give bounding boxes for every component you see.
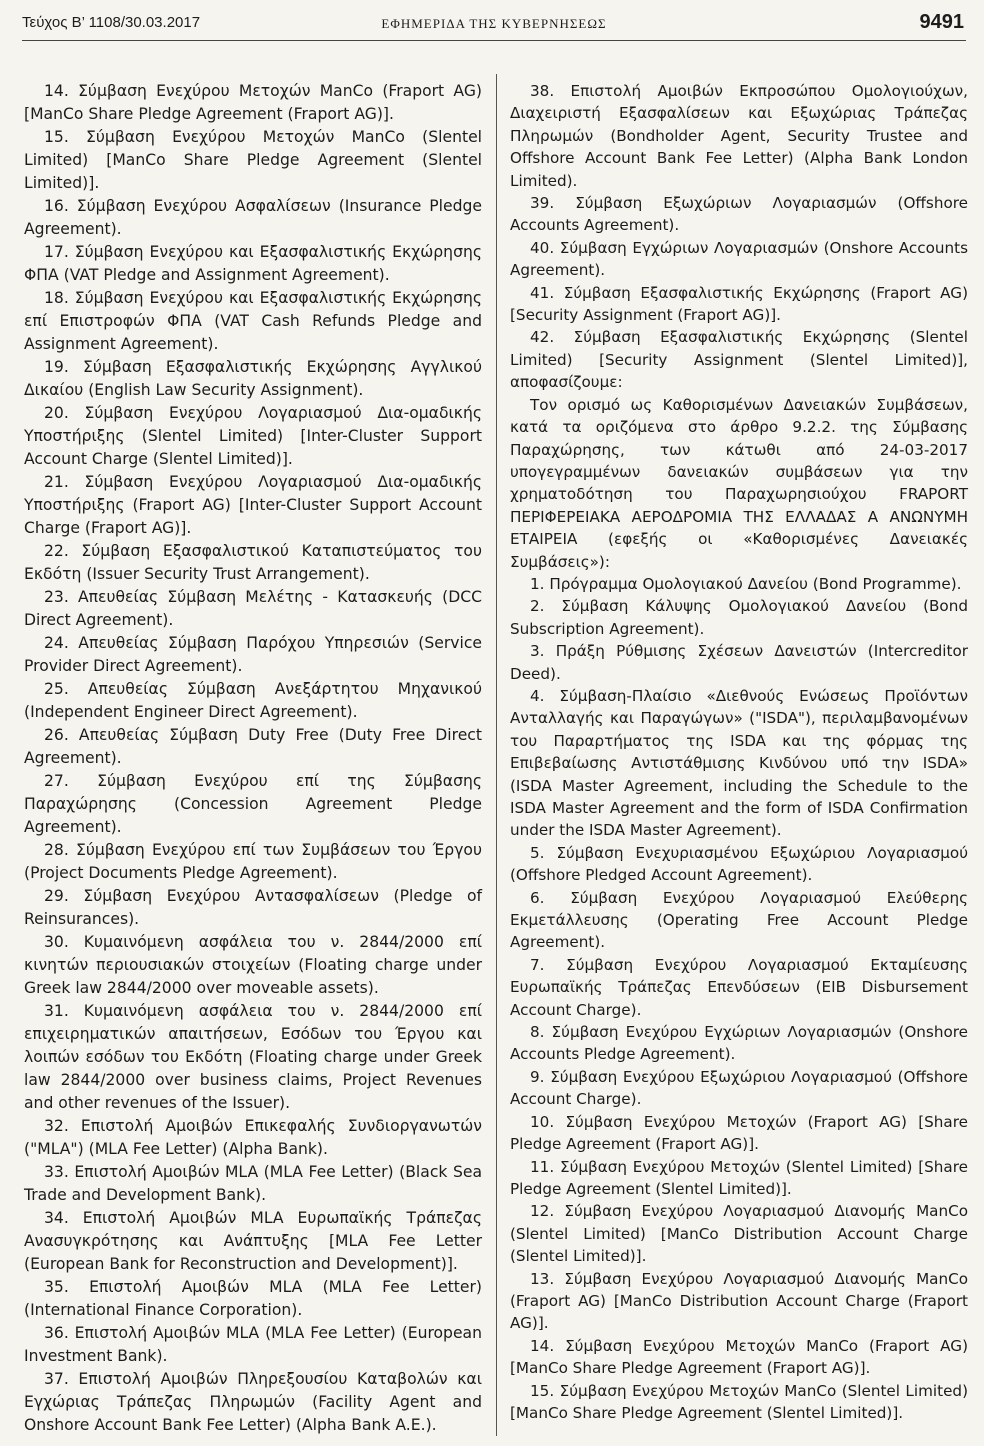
list-item: 35. Επιστολή Αμοιβών MLA (MLA Fee Letter) (International Finance Corporation). <box>24 1278 482 1319</box>
column-divider <box>496 74 497 1436</box>
issue-label: Τεύχος Β’ 1108/30.03.2017 <box>22 14 201 31</box>
left-column <box>24 80 482 1437</box>
list-item: 17. Σύμβαση Ενεχύρου και Εξασφαλιστικής Εκχώρησης ΦΠΑ (VAT Pledge and Assignment Agreement). <box>24 243 482 284</box>
list-item: 11. Σύμβαση Ενεχύρου Μετοχών (Slentel Limited) [Share Pledge Agreement (Slentel Limited)]. <box>510 1157 968 1198</box>
list-item: 6. Σύμβαση Ενεχύρου Λογαριασμού Ελεύθερης Εκμετάλλευσης (Operating Free Account Pledge Agreement). <box>510 888 968 952</box>
gazette-title: ΕΦΗΜΕΡΙΔΑ ΤΗΣ ΚΥΒΕΡΝΗΣΕΩΣ <box>381 16 607 31</box>
list-item: 14. Σύμβαση Ενεχύρου Μετοχών ManCo (Fraport AG) [ManCo Share Pledge Agreement (Fraport AG)]. <box>510 1336 968 1378</box>
list-item: 30. Κυμαινόμενη ασφάλεια του ν. 2844/2000 επί κινητών περιουσιακών στοιχείων (Floating charge under Greek law 2844/2000 over moveable assets). <box>24 933 482 997</box>
list-item: 13. Σύμβαση Ενεχύρου Λογαριασμού Διανομής ManCo (Fraport AG) [ManCo Distribution Account Charge (Fraport AG)]. <box>510 1269 968 1333</box>
list-item: 5. Σύμβαση Ενεχυριασμένου Εξωχώριου Λογαριασμού (Offshore Pledged Account Agreement). <box>510 843 968 885</box>
list-item: 8. Σύμβαση Ενεχύρου Εγχώριων Λογαριασμών (Onshore Accounts Pledge Agreement). <box>510 1023 968 1064</box>
list-item: 26. Απευθείας Σύμβαση Duty Free (Duty Free Direct Agreement). <box>24 726 482 767</box>
list-item: 33. Επιστολή Αμοιβών MLA (MLA Fee Letter) (Black Sea Trade and Development Bank). <box>24 1163 482 1204</box>
list-item: 14. Σύμβαση Ενεχύρου Μετοχών ManCo (Fraport AG) [ManCo Share Pledge Agreement (Fraport AG)]. <box>24 82 482 123</box>
list-item: 1. Πρόγραμμα Ομολογιακού Δανείου (Bond Programme). <box>530 574 962 593</box>
list-item: 42. Σύμβαση Εξασφαλιστικής Εκχώρησης (Slentel Limited) [Security Assignment (Slentel Limited)], αποφασίζουμε: <box>510 328 968 392</box>
list-item: 9. Σύμβαση Ενεχύρου Εξωχώριου Λογαριασμού (Offshore Account Charge). <box>510 1067 968 1109</box>
list-item: 4. Σύμβαση-Πλαίσιο «Διεθνούς Ενώσεως Προϊόντων Ανταλλαγής και Παραγώγων» ("ISDA"), περιλαμβανομένων του Παραρτήματος της ISDA και της φόρμας της Επιβεβαίωσης Αντιστάθμισης Κινδύνου υπό την ISDA» (ISDA Master Agreement, including the Schedule to the ISDA Master Agreement and the form of ISDA Confirmation under the ISDA Master Agreement). <box>510 686 968 840</box>
list-item: 24. Απευθείας Σύμβαση Παρόχου Υπηρεσιών (Service Provider Direct Agreement). <box>24 634 482 675</box>
list-item: 2. Σύμβαση Κάλυψης Ομολογιακού Δανείου (Bond Subscription Agreement). <box>510 597 968 638</box>
list-item: 31. Κυμαινόμενη ασφάλεια του ν. 2844/2000 επί επιχειρηματικών απαιτήσεων, Εσόδων του Έργου και λοιπών εσόδων του Εκδότη (Floating charge under Greek law 2844/2000 over business claims, Project Revenues and other revenues of the Issuer). <box>24 1002 482 1112</box>
list-item: 15. Σύμβαση Ενεχύρου Μετοχών ManCo (Slentel Limited) [ManCo Share Pledge Agreement (Slentel Limited)]. <box>24 128 482 192</box>
list-item: 20. Σύμβαση Ενεχύρου Λογαριασμού Δια-ομαδικής Υποστήριξης (Slentel Limited) [Inter-Cluster Support Account Charge (Slentel Limited)]. <box>24 404 482 468</box>
list-item: 39. Σύμβαση Εξωχώριων Λογαριασμών (Offshore Accounts Agreement). <box>510 194 968 235</box>
list-item: 37. Επιστολή Αμοιβών Πληρεξουσίου Καταβολών και Εγχώριας Τράπεζας Πληρωμών (Facility Agent and Onshore Account Bank Fee Letter) (Alpha Bank A.E.). <box>24 1370 482 1434</box>
list-item: 10. Σύμβαση Ενεχύρου Μετοχών (Fraport AG) [Share Pledge Agreement (Fraport AG)]. <box>510 1112 968 1154</box>
decision-paragraph: Τον ορισμό ως Καθορισμένων Δανειακών Συμβάσεων, κατά τα οριζόμενα στο άρθρο 9.2.2. της Σύμβασης Παραχώρησης, των κάτωθι από 24-03-2017 υπογεγραμμένων δανειακών συμβάσεων για την χρηματοδότηση του Παραχωρησιούχου FRAPORT ΠΕΡΙΦΕΡΕΙΑΚΑ ΑΕΡΟΔΡΟΜΙΑ ΤΗΣ ΕΛΛΑΔΑΣ Α ΑΝΩΝΥΜΗ ΕΤΑΙΡΕΙΑ (εφεξής οι «Καθορισμένες Δανειακές Συμβάσεις»): <box>510 395 968 571</box>
list-item: 22. Σύμβαση Εξασφαλιστικού Καταπιστεύματος του Εκδότη (Issuer Security Trust Arrangement). <box>24 542 482 583</box>
page-number: 9491 <box>919 11 964 33</box>
list-item: 27. Σύμβαση Ενεχύρου επί της Σύμβασης Παραχώρησης (Concession Agreement Pledge Agreement). <box>24 772 482 836</box>
list-item: 38. Επιστολή Αμοιβών Εκπροσώπου Ομολογιούχων, Διαχειριστή Εξασφαλίσεων και Εξωχώριας Τράπεζας Πληρωμών (Bondholder Agent, Security Trustee and Offshore Account Bank Fee Letter) (Alpha Bank London Limited). <box>510 82 968 190</box>
list-item: 36. Επιστολή Αμοιβών MLA (MLA Fee Letter) (European Investment Bank). <box>24 1324 482 1365</box>
list-item: 28. Σύμβαση Ενεχύρου επί των Συμβάσεων του Έργου (Project Documents Pledge Agreement). <box>24 841 482 882</box>
list-item: 3. Πράξη Ρύθμισης Σχέσεων Δανειστών (Intercreditor Deed). <box>510 642 968 683</box>
list-item: 40. Σύμβαση Εγχώριων Λογαριασμών (Onshore Accounts Agreement). <box>510 238 968 280</box>
list-item: 21. Σύμβαση Ενεχύρου Λογαριασμού Δια-ομαδικής Υποστήριξης (Fraport AG) [Inter-Cluster Support Account Charge (Fraport AG)]. <box>24 473 482 537</box>
list-item: 15. Σύμβαση Ενεχύρου Μετοχών ManCo (Slentel Limited) [ManCo Share Pledge Agreement (Slentel Limited)]. <box>510 1381 968 1422</box>
list-item: 41. Σύμβαση Εξασφαλιστικής Εκχώρησης (Fraport AG) [Security Assignment (Fraport AG)]. <box>510 283 968 325</box>
list-item: 16. Σύμβαση Ενεχύρου Ασφαλίσεων (Insurance Pledge Agreement). <box>24 197 482 238</box>
list-item: 29. Σύμβαση Ενεχύρου Αντασφαλίσεων (Pledge of Reinsurances). <box>24 887 482 928</box>
list-item: 25. Απευθείας Σύμβαση Ανεξάρτητου Μηχανικού (Independent Engineer Direct Agreement). <box>24 680 482 721</box>
list-item: 34. Επιστολή Αμοιβών MLA Ευρωπαϊκής Τράπεζας Ανασυγκρότησης και Ανάπτυξης [MLA Fee Letter (European Bank for Reconstruction and Development)]. <box>24 1209 482 1273</box>
right-column <box>510 80 968 1424</box>
list-item: 32. Επιστολή Αμοιβών Επικεφαλής Συνδιοργανωτών ("MLA") (MLA Fee Letter) (Alpha Bank). <box>24 1117 482 1158</box>
page-header <box>22 10 966 41</box>
list-item: 23. Απευθείας Σύμβαση Μελέτης - Κατασκευής (DCC Direct Agreement). <box>24 588 482 629</box>
list-item: 7. Σύμβαση Ενεχύρου Λογαριασμού Εκταμίευσης Ευρωπαϊκής Τράπεζας Επενδύσεων (EIB Disbursement Account Charge). <box>510 955 968 1019</box>
list-item: 19. Σύμβαση Εξασφαλιστικής Εκχώρησης Αγγλικού Δικαίου (English Law Security Assignment). <box>24 358 482 399</box>
list-item: 12. Σύμβαση Ενεχύρου Λογαριασμού Διανομής ManCo (Slentel Limited) [ManCo Distribution Account Charge (Slentel Limited)]. <box>510 1202 968 1266</box>
list-item: 18. Σύμβαση Ενεχύρου και Εξασφαλιστικής Εκχώρησης επί Επιστροφών ΦΠΑ (VAT Cash Refunds Pledge and Assignment Agreement). <box>24 289 482 353</box>
